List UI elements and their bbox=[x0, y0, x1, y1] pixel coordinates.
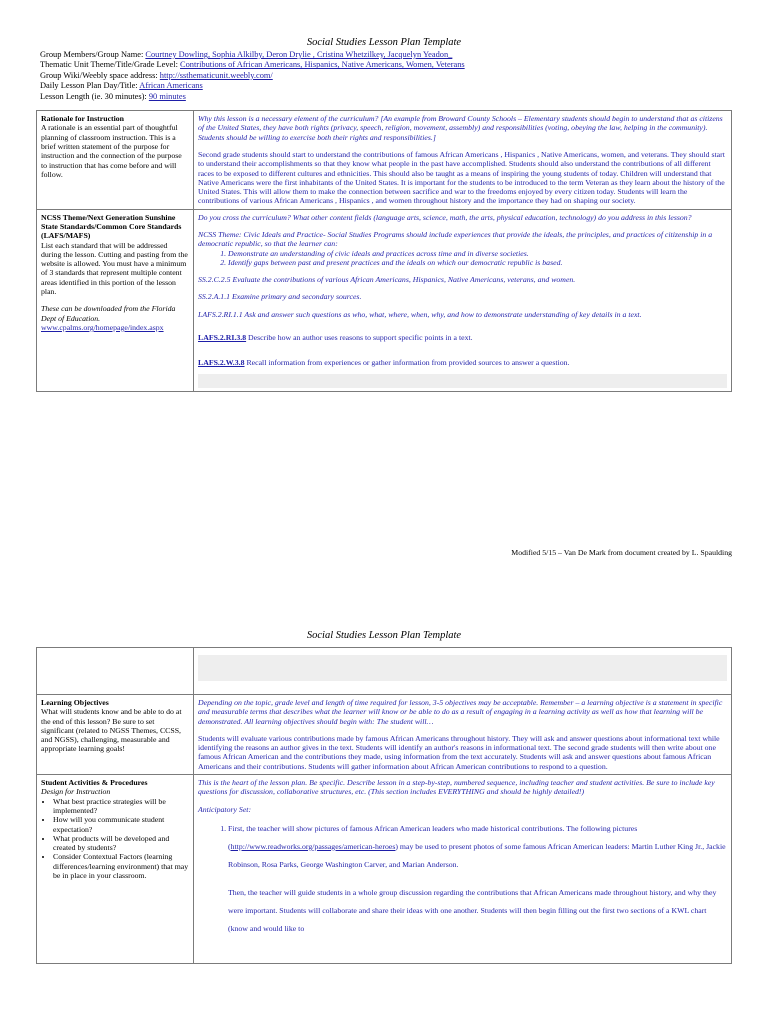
shaded-box bbox=[198, 655, 727, 681]
anticipatory-set-label: Anticipatory Set: bbox=[198, 804, 252, 814]
meta-row-group-members: Group Members/Group Name: Courtney Dowling, Sophia Alkilby, Deron Drylie , Cristina Whetzilkey, Jacquelyn Yeadon_ bbox=[40, 50, 453, 59]
objectives-heading: Learning Objectives bbox=[41, 698, 109, 707]
rationale-label-cell bbox=[37, 111, 194, 210]
meta-value: Courtney Dowling, Sophia Alkilby, Deron Drylie , Cristina Whetzilkey, Jacquelyn Yeadon_ bbox=[145, 50, 453, 59]
list-item: • How will you communicate student expectation? bbox=[53, 815, 189, 834]
procedure-step-1: 1. First, the teacher will show pictures of famous African American leaders who made historical contributions. The following pictures (http://www.readworks.org/passages/american-heroes) may be used to present photos of some famous African American leaders: Martin Luther King Jr., Jackie Robinson, Rosa Parks, George Washington Carver, and Marian Anderson. Then, the teacher will guide students in a whole group discussion regarding the contributions that African Americans made throughout history, and why they were important. Students will collaborate and share their ideas with one another. Students will then begin filling out the first two sections of a KWL chart (know and would like to bbox=[228, 820, 727, 938]
standards-heading: NCSS Theme/Next Generation Sunshine State Standards/Common Core Standards (LAFS/MAFS) bbox=[41, 212, 182, 241]
rationale-description: A rationale is an essential part of thoughtful planning of classroom instruction. This is a brief written statement of the purpose for instruction and the connection of the purpose to instruction that has come before and will follow. bbox=[41, 123, 182, 179]
objectives-response: Students will evaluate various contributions made by famous African Americans throughout history. They will ask and answer questions about informational text while identifying the reasons an author gives in the text. Students will identify an author's reasons in informational text. The second grade students will then write about one famous African American and the contributions they made, using information from the text accurately. Students will ask and answer questions about famous African Americans and their contributions. Students will gather information about African American contributions to respond to a question. bbox=[198, 733, 720, 771]
page-footer: Modified 5/15 – Van De Mark from document created by L. Spaulding bbox=[511, 548, 732, 557]
meta-row-daily-title: Daily Lesson Plan Day/Title: African Americans bbox=[40, 81, 203, 91]
activities-label-cell bbox=[37, 775, 194, 964]
rationale-row bbox=[37, 111, 732, 210]
objectives-label-cell bbox=[37, 695, 194, 775]
list-item: 2. Identify gaps between past and present practices and the ideals on which our democratic republic is based. bbox=[228, 258, 727, 267]
page-2 bbox=[36, 625, 732, 964]
standards-label-cell bbox=[37, 209, 194, 391]
list-item: • What products will be developed and created by students? bbox=[53, 834, 189, 853]
objectives-row bbox=[37, 695, 732, 775]
lesson-plan-table bbox=[36, 110, 732, 392]
standards-download-note: These can be downloaded from the Florida Dept of Education. bbox=[41, 304, 176, 323]
meta-value: Contributions of African Americans, Hispanics, Native Americans, Women, Veterans bbox=[180, 60, 465, 70]
activities-subheading: Design for Instruction bbox=[41, 787, 111, 797]
lesson-meta bbox=[40, 50, 732, 102]
meta-value: African Americans bbox=[139, 81, 203, 91]
standard-ss-2-c-2-5: SS.2.C.2.5 Evaluate the contributions of various African Americans, Hispanics, Native Americans, veterans, and women. bbox=[198, 275, 576, 285]
shaded-bar bbox=[198, 374, 727, 388]
wiki-link[interactable]: http://ssthematicunit.weebly.com/ bbox=[159, 70, 273, 80]
procedure-step-1-continued: Then, the teacher will guide students in a whole group discussion regarding the contributions that African Americans made throughout history, and why they were important. Students will collaborate and share their ideas with one another. Students will then begin filling out the first two sections of a KWL chart (know and would like to bbox=[228, 887, 717, 933]
meta-row-wiki-address: Group Wiki/Weebly space address: http://ssthematicunit.weebly.com/ bbox=[40, 70, 273, 80]
continuation-right-cell bbox=[194, 648, 732, 695]
cpalms-link[interactable]: www.cpalms.org/homepage/index.aspx bbox=[41, 322, 164, 332]
objectives-prompt: Depending on the topic, grade level and length of time required for lesson, 3-5 objectives may be acceptable. Remember – a learning objective is a statement in specific and measurable terms that describes what the learner will know or be able to do as a result of engaging in a learning activity as well as how that learning will be demonstrated. All learning objectives should begin with: The student will… bbox=[198, 698, 723, 726]
standard-lafs-2-ri-1-1: LAFS.2.RI.1.1 Ask and answer such questions as who, what, where, when, why, and how to demonstrate understanding of key details in a text. bbox=[198, 309, 642, 319]
rationale-content-cell bbox=[194, 111, 732, 210]
standard-lafs-2-ri-3-8: LAFS.2.RI.3.8 Describe how an author uses reasons to support specific points in a text. bbox=[198, 333, 473, 343]
activities-prompt: This is the heart of the lesson plan. Be specific. Describe lesson in a step-by-step, numbered sequence, including teacher and student activities. Be sure to include key questions for discussion, collaborative structures, etc. (This section includes EVERYTHING and should be highly detailed!) bbox=[198, 778, 715, 797]
rationale-heading: Rationale for Instruction bbox=[41, 114, 125, 124]
activities-content-cell bbox=[194, 775, 732, 964]
standards-content-cell bbox=[194, 209, 732, 391]
lesson-plan-table-2 bbox=[36, 647, 732, 964]
rationale-response: Second grade students should start to understand the contributions of famous African Americans , Hispanics , Native Americans, women, and veterans. They should start to understand their accomplishments so that they know what people in the past have accomplished. Students should also understand the contributions of all different races to be exposed to different cultures and ethnicities. This should also be taught as a means of inspiring the young students of today. Children will understand that Native Americans were the first inhabitants of the United States. It is important for the students to be introduced to the term Veteran as they learn about the history of the United States. This will allow them to make the connection between sacrifice and war to the freedoms enjoyed by every citizen today. Students will learn the contributions of various African Americans , Hispanics , and women throughout history and the importance they had on shaping our society. bbox=[198, 149, 725, 206]
procedure-steps bbox=[198, 820, 727, 938]
meta-row-thematic-unit: Thematic Unit Theme/Title/Grade Level: Contributions of African Americans, Hispanics, Native Americans, Women, Veterans bbox=[40, 60, 465, 70]
list-item: 1. Demonstrate an understanding of civic ideals and practices across time and in diverse societies. bbox=[228, 249, 727, 258]
continuation-left-cell bbox=[37, 648, 194, 695]
page-title: Social Studies Lesson Plan Template bbox=[306, 630, 462, 641]
page-1 bbox=[36, 0, 732, 557]
meta-value: 90 minutes bbox=[148, 91, 186, 101]
activities-bullets bbox=[41, 797, 189, 881]
objectives-description: What will students know and be able to do at the end of this lesson? Be sure to set significant (related to NGSS Themes, CCSS, and NGSS), challenging, measurable and appropriate learning goals! bbox=[41, 707, 182, 754]
ncss-theme: NCSS Theme: Civic Ideals and Practice- Social Studies Programs should include experiences that provide the ideals, the principles, and practices of citizenship in a democratic republic, so that the learner can: bbox=[198, 230, 713, 249]
rationale-prompt: Why this lesson is a necessary element of the curriculum? [An example from Broward County Schools – Elementary students should begin to understand that as citizens of the United States, they have both rights (privacy, speech, religion, movement, assembly) and responsibilities (voting, obeying the law, helping in the community). Students should be willing to exercise both their rights and responsibilities.] bbox=[198, 114, 723, 142]
meta-row-lesson-length: Lesson Length (ie. 30 minutes): 90 minutes bbox=[40, 91, 186, 101]
ncss-list bbox=[198, 249, 727, 268]
standards-description: List each standard that will be addressed during the lesson. Cutting and pasting from the website is allowed. You must have a minimum of 3 standards that represent multiple content areas identified in this portion of the lesson plan. bbox=[41, 240, 188, 297]
standards-prompt: Do you cross the curriculum? What other content fields (language arts, science, math, the arts, physical education, technology) do you address in this lesson? bbox=[198, 212, 692, 222]
continuation-row bbox=[37, 648, 732, 695]
standard-lafs-2-w-3-8: LAFS.2.W.3.8 Recall information from experiences or gather information from provided sources to answer a question. bbox=[198, 358, 570, 368]
readworks-link[interactable]: http://www.readworks.org/passages/american-heroes bbox=[230, 841, 396, 851]
standards-row bbox=[37, 209, 732, 391]
objectives-content-cell bbox=[194, 695, 732, 775]
standard-ss-2-a-1-1: SS.2.A.1.1 Examine primary and secondary sources. bbox=[198, 292, 362, 302]
list-item: • What best practice strategies will be implemented? bbox=[53, 797, 189, 816]
page-title: Social Studies Lesson Plan Template bbox=[306, 37, 462, 48]
activities-heading: Student Activities & Procedures bbox=[41, 778, 148, 788]
list-item: • Consider Contextual Factors (learning differences/learning environment) that may be in place in your classroom. bbox=[53, 852, 189, 880]
activities-row bbox=[37, 775, 732, 964]
